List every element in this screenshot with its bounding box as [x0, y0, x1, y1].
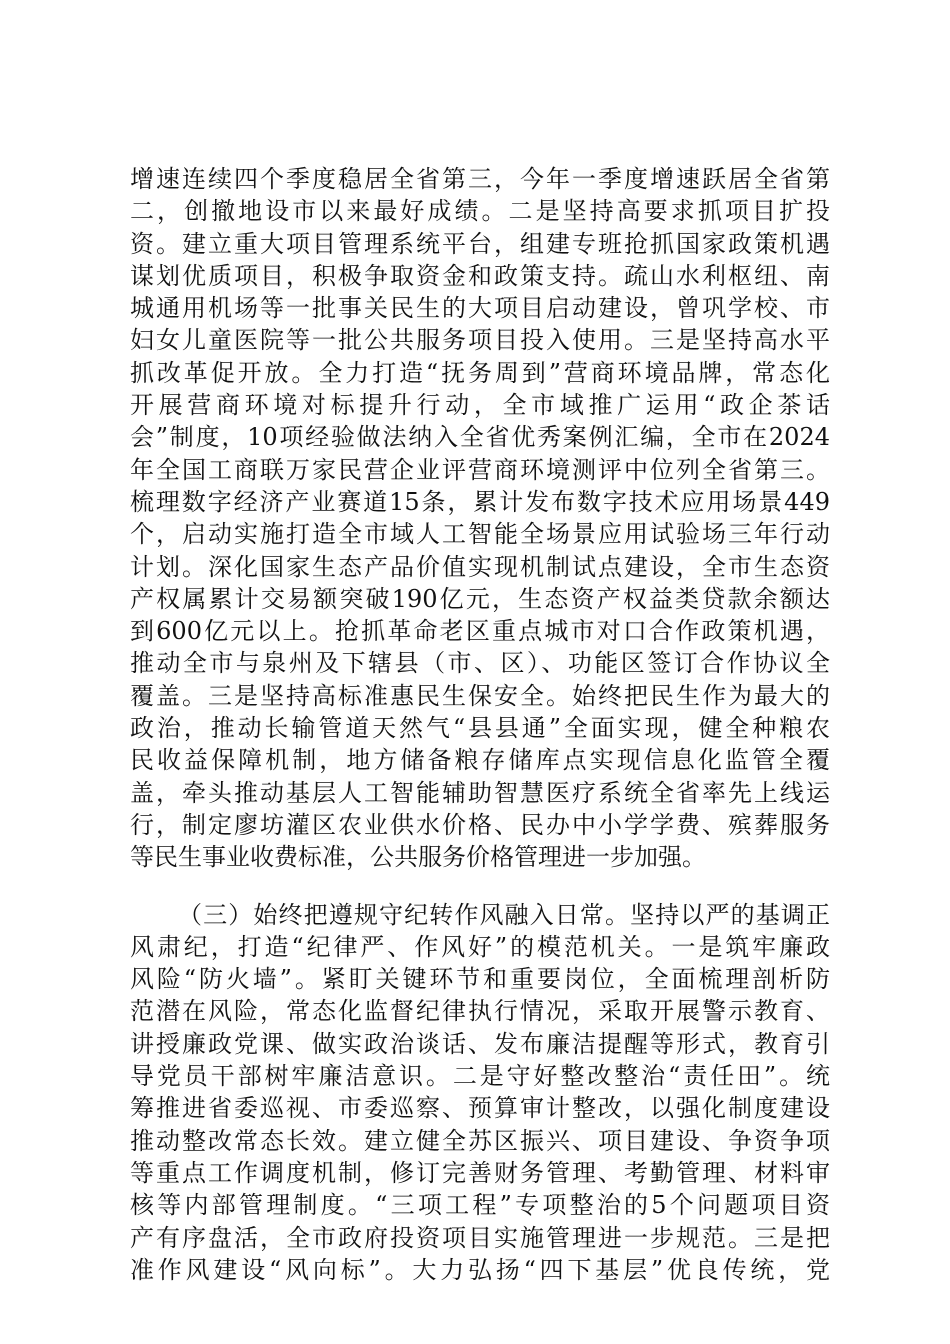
text-line: 增速连续四个季度稳居全省第三，今年一季度增速跃居全省第 — [130, 165, 830, 193]
text-line: 等重点工作调度机制，修订完善财务管理、考勤管理、材料审 — [130, 1158, 830, 1187]
text-line: 准作风建设“风向标”。大力弘扬“四下基层”优良传统，党 — [130, 1255, 830, 1284]
paragraph-1 — [130, 163, 830, 874]
text-line: 计划。深化国家生态产品价值实现机制试点建设，全市生态资 — [130, 552, 830, 581]
text-line: 到600亿元以上。抢抓革命老区重点城市对口合作政策机遇， — [130, 617, 830, 646]
text-line: 等民生事业收费标准，公共服务价格管理进一步加强。 — [130, 843, 706, 872]
text-line: 核等内部管理制度。“三项工程”专项整治的5个问题项目资 — [130, 1191, 830, 1220]
text-line: 覆盖。三是坚持高标准惠民生保安全。始终把民生作为最大的 — [130, 681, 830, 710]
text-line: 产权属累计交易额突破190亿元，生态资产权益类贷款余额达 — [130, 584, 830, 613]
text-line: 推动全市与泉州及下辖县（市、区）、功能区签订合作协议全 — [130, 649, 830, 678]
document-page — [130, 163, 830, 1286]
text-line: 范潜在风险，常态化监督纪律执行情况，采取开展警示教育、 — [130, 997, 830, 1026]
text-line: 推动整改常态长效。建立健全苏区振兴、项目建设、争资争项 — [130, 1126, 830, 1155]
text-line: 年全国工商联万家民营企业评营商环境测评中位列全省第三。 — [130, 455, 830, 484]
text-line: 讲授廉政党课、做实政治谈话、发布廉洁提醒等形式，教育引 — [130, 1029, 830, 1058]
text-line: （三）始终把遵规守纪转作风融入日常。坚持以严的基调正 — [178, 900, 830, 929]
text-line: 开展营商环境对标提升行动，全市域推广运用“政企茶话 — [130, 391, 830, 420]
text-line: 个，启动实施打造全市域人工智能全场景应用试验场三年行动 — [130, 520, 830, 549]
text-line: 抓改革促开放。全力打造“抚务周到”营商环境品牌，常态化 — [130, 358, 830, 387]
text-line: 行，制定廖坊灌区农业供水价格、民办中小学学费、殡葬服务 — [130, 810, 830, 839]
text-line: 资。建立重大项目管理系统平台，组建专班抢抓国家政策机遇 — [130, 229, 830, 258]
text-line: 导党员干部树牢廉洁意识。二是守好整改整治“责任田”。统 — [130, 1062, 830, 1091]
text-line: 城通用机场等一批事关民生的大项目启动建设，曾巩学校、市 — [130, 294, 830, 323]
text-line: 风肃纪，打造“纪律严、作风好”的模范机关。一是筑牢廉政 — [130, 932, 830, 961]
text-line: 民收益保障机制，地方储备粮存储库点实现信息化监管全覆 — [130, 746, 830, 775]
text-line: 会”制度，10项经验做法纳入全省优秀案例汇编，全市在2024 — [130, 423, 830, 452]
text-line: 二，创撤地设市以来最好成绩。二是坚持高要求抓项目扩投 — [130, 197, 830, 226]
text-line: 盖，牵头推动基层人工智能辅助智慧医疗系统全省率先上线运 — [130, 778, 830, 807]
text-line: 谋划优质项目，积极争取资金和政策支持。疏山水利枢纽、南 — [130, 261, 830, 290]
text-line: 筹推进省委巡视、市委巡察、预算审计整改，以强化制度建设 — [130, 1094, 830, 1123]
text-line: 妇女儿童医院等一批公共服务项目投入使用。三是坚持高水平 — [130, 326, 830, 355]
text-line: 梳理数字经济产业赛道15条，累计发布数字技术应用场景449 — [130, 487, 830, 516]
paragraph-spacer — [130, 874, 830, 899]
text-line: 风险“防火墙”。紧盯关键环节和重要岗位，全面梳理剖析防 — [130, 965, 830, 994]
paragraph-2 — [130, 899, 830, 1287]
text-line: 政治，推动长输管道天然气“县县通”全面实现，健全种粮农 — [130, 714, 830, 743]
text-line: 产有序盘活，全市政府投资项目实施管理进一步规范。三是把 — [130, 1223, 830, 1252]
